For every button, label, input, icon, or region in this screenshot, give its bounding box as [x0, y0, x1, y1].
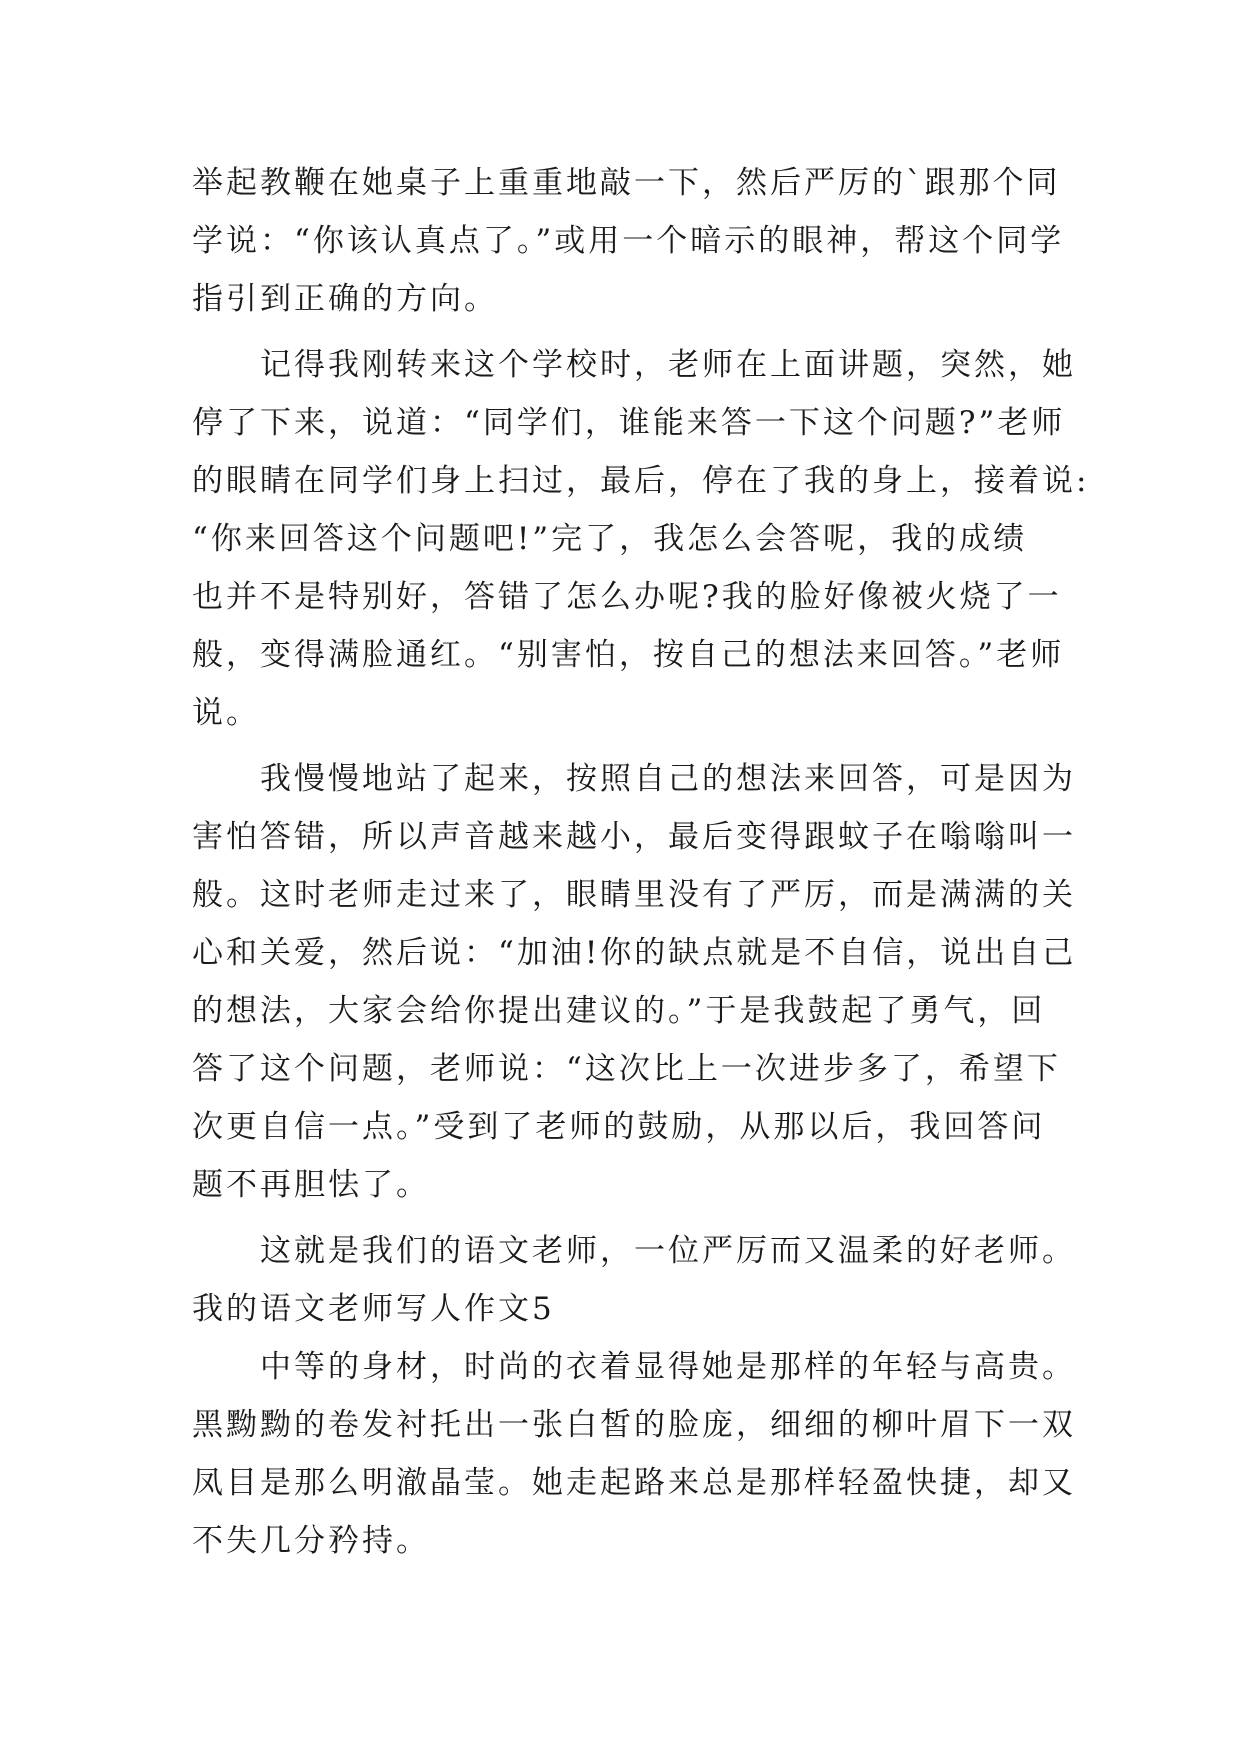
text-line: 的想法，大家会给你提出建议的。”于是我鼓起了勇气，回	[192, 993, 1046, 1029]
text-line: 举起教鞭在她桌子上重重地敲一下，然后严厉的`跟那个同	[192, 165, 1061, 201]
text-line: 也并不是特别好，答错了怎么办呢?我的脸好像被火烧了一	[192, 579, 1062, 615]
paragraph-gap	[192, 328, 1052, 336]
text-line: 答了这个问题，老师说：“这次比上一次进步多了，希望下	[192, 1051, 1061, 1087]
text-line: 我慢慢地站了起来，按照自己的想法来回答，可是因为	[192, 761, 1076, 797]
text-line: 害怕答错，所以声音越来越小，最后变得跟蚊子在嗡嗡叫一	[192, 819, 1076, 855]
text-line: 的眼睛在同学们身上扫过，最后，停在了我的身上，接着说:	[192, 463, 1090, 499]
text-line: 心和关爱，然后说：“加油!你的缺点就是不自信，说出自己	[192, 935, 1077, 971]
text-line: 这就是我们的语文老师，一位严厉而又温柔的好老师。	[192, 1233, 1076, 1269]
text-line: 次更自信一点。”受到了老师的鼓励，从那以后，我回答问	[192, 1109, 1046, 1145]
text-line: 说。	[192, 695, 260, 731]
text-line: 不失几分矜持。	[192, 1523, 430, 1559]
paragraph-gap	[192, 742, 1052, 750]
text-line: 般，变得满脸通红。“别害怕，按自己的想法来回答。”老师	[192, 637, 1065, 673]
text-line: 停了下来，说道：“同学们，谁能来答一下这个问题?”老师	[192, 405, 1066, 441]
paragraph-gap	[192, 1214, 1052, 1222]
text-line: 指引到正确的方向。	[192, 281, 498, 317]
text-line: 学说：“你该认真点了。”或用一个暗示的眼神，帮这个同学	[192, 223, 1065, 259]
document-body	[192, 154, 1090, 1570]
text-line: 凤目是那么明澈晶莹。她走起路来总是那样轻盈快捷，却又	[192, 1465, 1076, 1501]
text-line: “你来回答这个问题吧!”完了，我怎么会答呢，我的成绩	[192, 521, 1028, 557]
text-line: 中等的身材，时尚的衣着显得她是那样的年轻与高贵。	[192, 1349, 1076, 1385]
text-line: 题不再胆怯了。	[192, 1167, 430, 1203]
text-line: 记得我刚转来这个学校时，老师在上面讲题，突然，她	[192, 347, 1076, 383]
text-line: 黑黝黝的卷发衬托出一张白皙的脸庞，细细的柳叶眉下一双	[192, 1407, 1076, 1443]
text-line: 般。这时老师走过来了，眼睛里没有了严厉，而是满满的关	[192, 877, 1076, 913]
section-heading: 我的语文老师写人作文5	[192, 1291, 555, 1327]
